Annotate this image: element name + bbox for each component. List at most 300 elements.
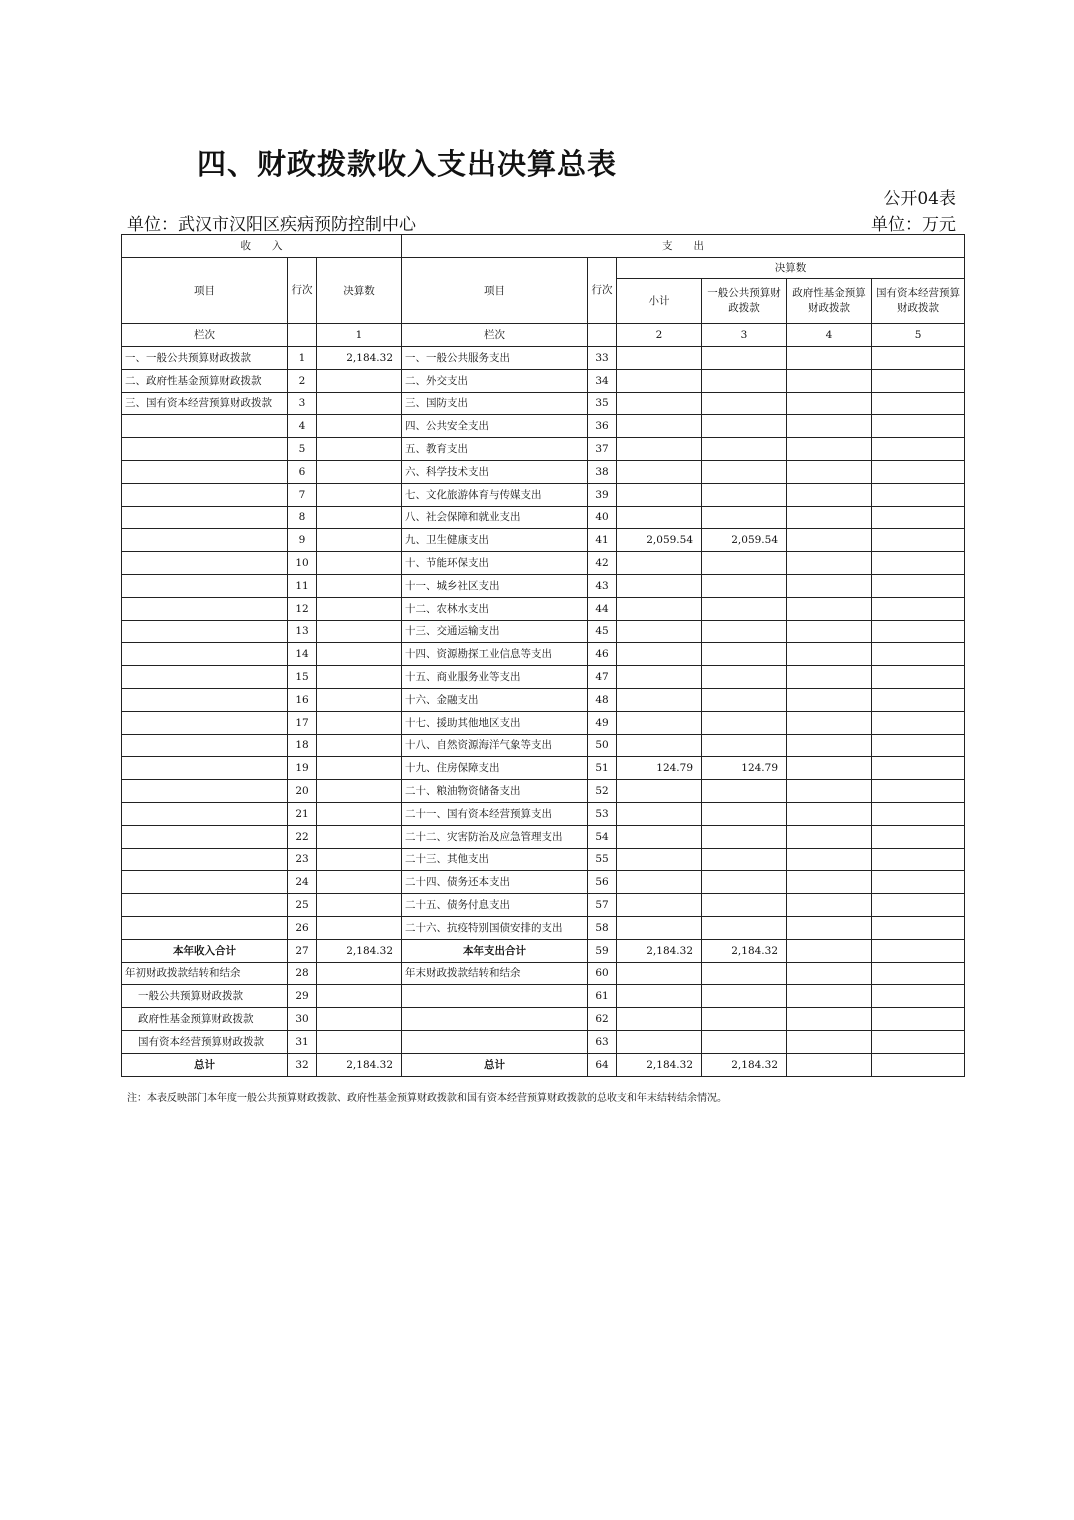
income-row-no-header: 行次 [288, 258, 317, 324]
table-row [122, 392, 965, 415]
table-row [122, 916, 965, 939]
expense-row-no: 44 [588, 597, 617, 620]
income-row-no: 23 [288, 848, 317, 871]
table-row [122, 848, 965, 871]
state-capital-amount [872, 757, 965, 780]
expense-item: 二十一、国有资本经营预算支出 [402, 802, 588, 825]
subtotal-amount [617, 802, 702, 825]
subtotal-amount: 2,184.32 [617, 1053, 702, 1076]
income-row-no: 32 [288, 1053, 317, 1076]
expense-row-no: 60 [588, 962, 617, 985]
expense-row-no: 46 [588, 643, 617, 666]
expense-item: 十五、商业服务业等支出 [402, 666, 588, 689]
income-item [122, 438, 288, 461]
expense-row-no: 52 [588, 780, 617, 803]
expense-item: 三、国防支出 [402, 392, 588, 415]
income-amount [317, 780, 402, 803]
state-capital-amount [872, 894, 965, 917]
state-capital-amount [872, 438, 965, 461]
state-capital-header: 国有资本经营预算财政拨款 [872, 279, 965, 324]
income-item: 总计 [122, 1053, 288, 1076]
subtotal-amount [617, 438, 702, 461]
table-row [122, 643, 965, 666]
income-header: 收 入 [122, 235, 402, 258]
expense-item [402, 985, 588, 1008]
table-row [122, 552, 965, 575]
income-item: 三、国有资本经营预算财政拨款 [122, 392, 288, 415]
table-row [122, 438, 965, 461]
table-row [122, 825, 965, 848]
state-capital-amount [872, 597, 965, 620]
expense-item: 十、节能环保支出 [402, 552, 588, 575]
gov-fund-amount [787, 962, 872, 985]
col-5: 5 [872, 324, 965, 347]
expense-item: 二十五、债务付息支出 [402, 894, 588, 917]
expense-item [402, 1030, 588, 1053]
table-row [122, 711, 965, 734]
income-item [122, 666, 288, 689]
income-amount [317, 825, 402, 848]
state-capital-amount [872, 483, 965, 506]
state-capital-amount [872, 666, 965, 689]
income-row-no: 17 [288, 711, 317, 734]
income-amount-header: 决算数 [317, 258, 402, 324]
income-row-no: 13 [288, 620, 317, 643]
subtotal-amount [617, 415, 702, 438]
subtotal-amount [617, 780, 702, 803]
gov-fund-amount [787, 552, 872, 575]
income-item [122, 552, 288, 575]
general-budget-amount [702, 552, 787, 575]
subtotal-amount [617, 643, 702, 666]
income-row-no: 20 [288, 780, 317, 803]
expense-item: 六、科学技术支出 [402, 460, 588, 483]
gov-fund-amount [787, 734, 872, 757]
income-amount [317, 848, 402, 871]
state-capital-amount [872, 620, 965, 643]
income-amount: 2,184.32 [317, 939, 402, 962]
general-budget-amount [702, 734, 787, 757]
income-row-no: 3 [288, 392, 317, 415]
income-item: 一、一般公共预算财政拨款 [122, 347, 288, 370]
income-row-no: 16 [288, 688, 317, 711]
subtotal-amount [617, 347, 702, 370]
expense-row-no: 63 [588, 1030, 617, 1053]
state-capital-amount [872, 688, 965, 711]
gov-fund-amount [787, 666, 872, 689]
subtotal-amount [617, 688, 702, 711]
subtotal-amount [617, 1030, 702, 1053]
income-amount [317, 871, 402, 894]
income-amount [317, 369, 402, 392]
income-item [122, 529, 288, 552]
income-row-no: 14 [288, 643, 317, 666]
table-row [122, 757, 965, 780]
general-budget-amount [702, 962, 787, 985]
income-item-header: 项目 [122, 258, 288, 324]
expense-amount-header: 决算数 [617, 258, 965, 279]
income-amount [317, 438, 402, 461]
table-row [122, 985, 965, 1008]
income-row-no: 22 [288, 825, 317, 848]
state-capital-amount [872, 506, 965, 529]
expense-item: 二、外交支出 [402, 369, 588, 392]
general-budget-amount [702, 483, 787, 506]
state-capital-amount [872, 1030, 965, 1053]
income-item [122, 597, 288, 620]
expense-item: 十一、城乡社区支出 [402, 574, 588, 597]
expense-item: 十九、住房保障支出 [402, 757, 588, 780]
expense-row-no: 33 [588, 347, 617, 370]
expense-row-no: 56 [588, 871, 617, 894]
expense-item: 十七、援助其他地区支出 [402, 711, 588, 734]
expense-item: 九、卫生健康支出 [402, 529, 588, 552]
general-budget-amount [702, 825, 787, 848]
income-item [122, 643, 288, 666]
table-row [122, 529, 965, 552]
page-title: 四、财政拨款收入支出决算总表 [197, 147, 618, 181]
subtotal-amount: 124.79 [617, 757, 702, 780]
gov-fund-amount [787, 848, 872, 871]
expense-item [402, 1008, 588, 1031]
income-row-no: 6 [288, 460, 317, 483]
income-amount [317, 415, 402, 438]
subtotal-amount [617, 711, 702, 734]
income-amount: 2,184.32 [317, 347, 402, 370]
subtotal-amount [617, 894, 702, 917]
income-amount [317, 483, 402, 506]
table-row [122, 688, 965, 711]
subtotal-amount [617, 597, 702, 620]
expense-item: 十八、自然资源海洋气象等支出 [402, 734, 588, 757]
general-budget-amount [702, 1030, 787, 1053]
subtotal-amount [617, 916, 702, 939]
income-row-no: 4 [288, 415, 317, 438]
expense-row-no: 54 [588, 825, 617, 848]
income-item [122, 916, 288, 939]
expense-item: 总计 [402, 1053, 588, 1076]
state-capital-amount [872, 825, 965, 848]
income-item [122, 802, 288, 825]
col-2: 2 [617, 324, 702, 347]
table-row [122, 734, 965, 757]
income-row-no: 25 [288, 894, 317, 917]
state-capital-amount [872, 939, 965, 962]
income-row-no: 21 [288, 802, 317, 825]
expense-row-no: 62 [588, 1008, 617, 1031]
gov-fund-amount [787, 985, 872, 1008]
table-row [122, 506, 965, 529]
general-budget-amount [702, 369, 787, 392]
table-row [122, 1008, 965, 1031]
state-capital-amount [872, 802, 965, 825]
subtotal-amount [617, 392, 702, 415]
gov-fund-amount [787, 438, 872, 461]
state-capital-amount [872, 962, 965, 985]
expense-row-no: 48 [588, 688, 617, 711]
gov-fund-amount [787, 825, 872, 848]
income-row-no: 1 [288, 347, 317, 370]
income-amount [317, 460, 402, 483]
gov-fund-amount [787, 347, 872, 370]
income-amount [317, 574, 402, 597]
general-budget-amount [702, 415, 787, 438]
subtotal-amount [617, 734, 702, 757]
general-budget-amount: 2,184.32 [702, 1053, 787, 1076]
table-row [122, 666, 965, 689]
general-budget-amount [702, 506, 787, 529]
income-amount [317, 985, 402, 1008]
expense-row-no: 40 [588, 506, 617, 529]
gov-fund-amount [787, 415, 872, 438]
general-budget-amount [702, 666, 787, 689]
income-row-no: 28 [288, 962, 317, 985]
expense-row-no: 42 [588, 552, 617, 575]
income-amount [317, 597, 402, 620]
income-amount [317, 506, 402, 529]
general-budget-amount: 124.79 [702, 757, 787, 780]
subtotal-amount [617, 825, 702, 848]
state-capital-amount [872, 643, 965, 666]
expense-row-no: 57 [588, 894, 617, 917]
state-capital-amount [872, 392, 965, 415]
table-row [122, 574, 965, 597]
state-capital-amount [872, 711, 965, 734]
expense-row-no: 34 [588, 369, 617, 392]
subtotal-amount [617, 962, 702, 985]
income-row-no: 10 [288, 552, 317, 575]
income-item [122, 825, 288, 848]
income-amount [317, 552, 402, 575]
general-budget-amount [702, 574, 787, 597]
state-capital-amount [872, 916, 965, 939]
table-row [122, 871, 965, 894]
gov-fund-amount [787, 1008, 872, 1031]
income-item [122, 848, 288, 871]
income-row-no: 9 [288, 529, 317, 552]
income-item [122, 483, 288, 506]
general-budget-amount: 2,059.54 [702, 529, 787, 552]
table-row [122, 347, 965, 370]
income-row-no: 19 [288, 757, 317, 780]
income-row-no: 26 [288, 916, 317, 939]
gov-fund-amount [787, 620, 872, 643]
income-row-no: 8 [288, 506, 317, 529]
subtotal-amount [617, 666, 702, 689]
table-row [122, 460, 965, 483]
gov-fund-amount [787, 802, 872, 825]
expense-item: 一、一般公共服务支出 [402, 347, 588, 370]
state-capital-amount [872, 848, 965, 871]
general-budget-amount [702, 438, 787, 461]
state-capital-amount [872, 415, 965, 438]
income-row-no: 29 [288, 985, 317, 1008]
table-row [122, 802, 965, 825]
general-budget-amount [702, 1008, 787, 1031]
gov-fund-amount [787, 1053, 872, 1076]
general-budget-amount [702, 871, 787, 894]
subtotal-amount [617, 552, 702, 575]
income-item [122, 734, 288, 757]
expense-row-no: 64 [588, 1053, 617, 1076]
income-amount [317, 916, 402, 939]
expense-row-no: 35 [588, 392, 617, 415]
gov-fund-amount [787, 916, 872, 939]
gov-fund-amount [787, 369, 872, 392]
subtotal-amount [617, 506, 702, 529]
gov-fund-amount [787, 780, 872, 803]
general-budget-amount [702, 392, 787, 415]
general-budget-amount [702, 780, 787, 803]
expense-item: 二十四、债务还本支出 [402, 871, 588, 894]
state-capital-amount [872, 780, 965, 803]
income-col-label: 栏次 [122, 324, 288, 347]
subtotal-amount [617, 620, 702, 643]
gov-fund-amount [787, 460, 872, 483]
state-capital-amount [872, 347, 965, 370]
income-item [122, 688, 288, 711]
gov-fund-amount [787, 939, 872, 962]
table-row [122, 939, 965, 962]
table-row [122, 894, 965, 917]
expense-row-no-header: 行次 [588, 258, 617, 324]
income-row-no: 27 [288, 939, 317, 962]
expense-item: 四、公共安全支出 [402, 415, 588, 438]
table-row [122, 962, 965, 985]
subtotal-amount: 2,184.32 [617, 939, 702, 962]
income-item [122, 757, 288, 780]
state-capital-amount [872, 460, 965, 483]
expense-header: 支 出 [402, 235, 965, 258]
table-row [122, 597, 965, 620]
table-row [122, 1053, 965, 1076]
expense-row-no: 58 [588, 916, 617, 939]
income-item: 一般公共预算财政拨款 [122, 985, 288, 1008]
expense-row-no: 47 [588, 666, 617, 689]
general-budget-header: 一般公共预算财政拨款 [702, 279, 787, 324]
state-capital-amount [872, 1008, 965, 1031]
income-amount [317, 734, 402, 757]
income-amount [317, 711, 402, 734]
table-row [122, 1030, 965, 1053]
income-item [122, 894, 288, 917]
col-4: 4 [787, 324, 872, 347]
gov-fund-amount [787, 894, 872, 917]
income-row-no: 7 [288, 483, 317, 506]
state-capital-amount [872, 529, 965, 552]
income-item [122, 711, 288, 734]
table-note: 注：本表反映部门本年度一般公共预算财政拨款、政府性基金预算财政拨款和国有资本经营预算财政拨款的总收支和年末结转结余情况。 [127, 1093, 727, 1104]
expense-item: 年末财政拨款结转和结余 [402, 962, 588, 985]
income-item [122, 780, 288, 803]
gov-fund-amount [787, 483, 872, 506]
gov-fund-amount [787, 688, 872, 711]
state-capital-amount [872, 369, 965, 392]
income-row-no: 15 [288, 666, 317, 689]
income-item: 国有资本经营预算财政拨款 [122, 1030, 288, 1053]
expense-col-label: 栏次 [402, 324, 588, 347]
income-amount [317, 643, 402, 666]
income-amount [317, 1030, 402, 1053]
state-capital-amount [872, 985, 965, 1008]
income-amount [317, 529, 402, 552]
expense-row-no: 51 [588, 757, 617, 780]
income-amount [317, 688, 402, 711]
expense-item: 八、社会保障和就业支出 [402, 506, 588, 529]
expense-item: 十三、交通运输支出 [402, 620, 588, 643]
gov-fund-header: 政府性基金预算财政拨款 [787, 279, 872, 324]
state-capital-amount [872, 574, 965, 597]
general-budget-amount [702, 620, 787, 643]
income-amount [317, 802, 402, 825]
income-amount: 2,184.32 [317, 1053, 402, 1076]
expense-row-no: 59 [588, 939, 617, 962]
state-capital-amount [872, 734, 965, 757]
income-row-no: 30 [288, 1008, 317, 1031]
income-amount [317, 1008, 402, 1031]
expense-item-header: 项目 [402, 258, 588, 324]
income-item [122, 620, 288, 643]
income-amount [317, 757, 402, 780]
income-row-no: 2 [288, 369, 317, 392]
form-number: 公开04表 [883, 189, 956, 209]
subtotal-amount [617, 369, 702, 392]
expense-item: 二十、粮油物资储备支出 [402, 780, 588, 803]
expense-row-no: 49 [588, 711, 617, 734]
table-row [122, 369, 965, 392]
income-amount [317, 962, 402, 985]
table-row [122, 483, 965, 506]
income-item [122, 415, 288, 438]
general-budget-amount [702, 688, 787, 711]
gov-fund-amount [787, 597, 872, 620]
table-row [122, 415, 965, 438]
gov-fund-amount [787, 574, 872, 597]
expense-item: 本年支出合计 [402, 939, 588, 962]
expense-row-no: 53 [588, 802, 617, 825]
income-row-no: 18 [288, 734, 317, 757]
income-row-no: 24 [288, 871, 317, 894]
income-item [122, 460, 288, 483]
general-budget-amount [702, 916, 787, 939]
general-budget-amount: 2,184.32 [702, 939, 787, 962]
income-row-no: 12 [288, 597, 317, 620]
expense-item: 二十二、灾害防治及应急管理支出 [402, 825, 588, 848]
expense-item: 十二、农林水支出 [402, 597, 588, 620]
expense-item: 七、文化旅游体育与传媒支出 [402, 483, 588, 506]
general-budget-amount [702, 711, 787, 734]
table-row [122, 780, 965, 803]
income-row-no: 31 [288, 1030, 317, 1053]
expense-row-no: 43 [588, 574, 617, 597]
income-item: 本年收入合计 [122, 939, 288, 962]
expense-row-no: 37 [588, 438, 617, 461]
gov-fund-amount [787, 871, 872, 894]
general-budget-amount [702, 460, 787, 483]
expense-row-no: 45 [588, 620, 617, 643]
income-item: 二、政府性基金预算财政拨款 [122, 369, 288, 392]
subtotal-amount [617, 574, 702, 597]
income-item: 政府性基金预算财政拨款 [122, 1008, 288, 1031]
income-row-no: 5 [288, 438, 317, 461]
expense-row-no: 55 [588, 848, 617, 871]
expense-item: 十六、金融支出 [402, 688, 588, 711]
income-item: 年初财政拨款结转和结余 [122, 962, 288, 985]
expense-row-no: 39 [588, 483, 617, 506]
general-budget-amount [702, 848, 787, 871]
income-row-no: 11 [288, 574, 317, 597]
general-budget-amount [702, 347, 787, 370]
